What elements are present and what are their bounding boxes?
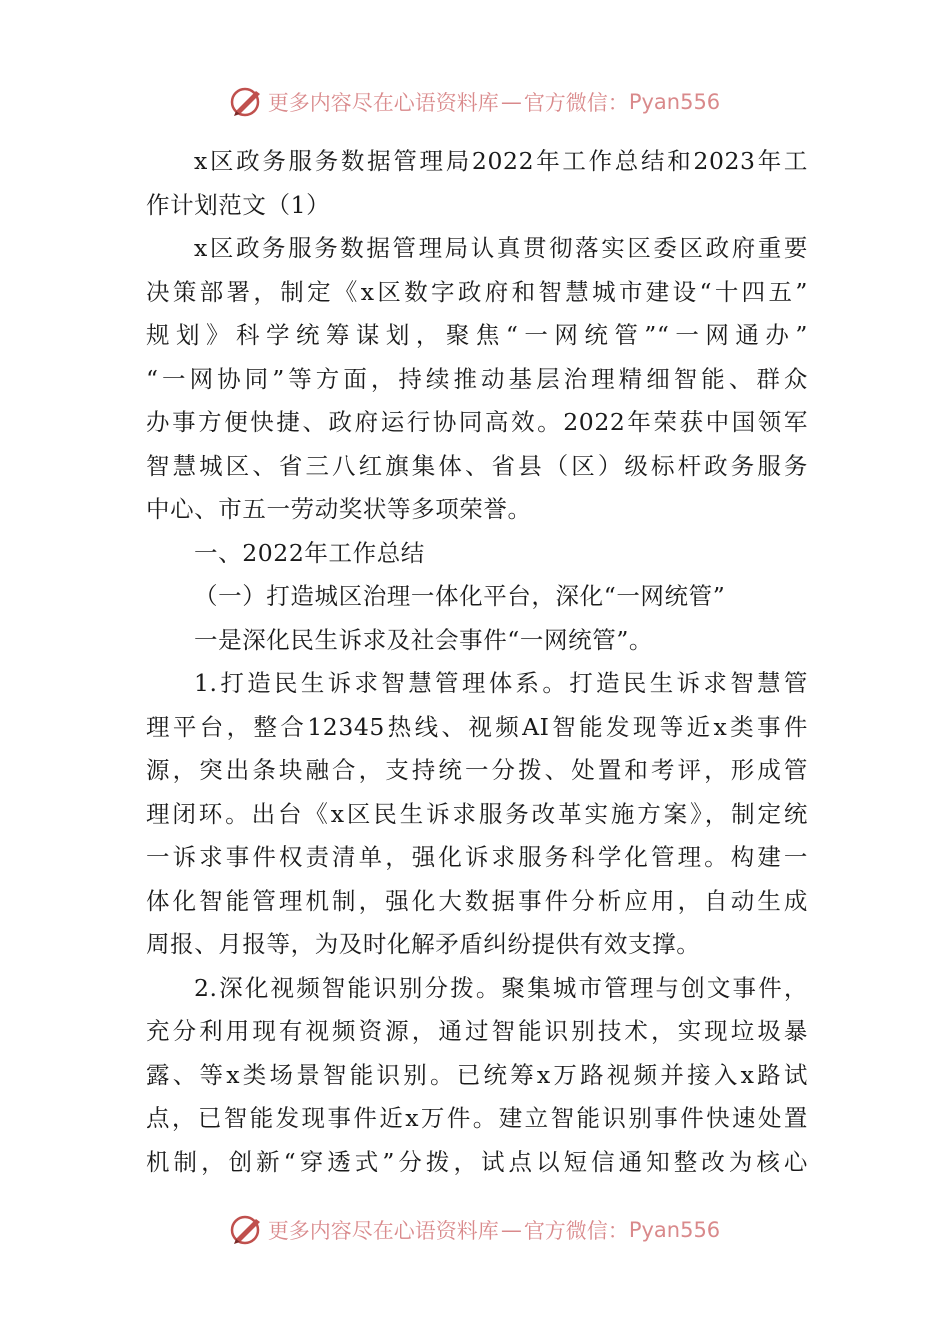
paragraph-line: 中心、市五一劳动奖状等多项荣誉。 — [146, 495, 532, 523]
paragraph-line: 决策部署，制定《x区数字政府和智慧城市建设“十四五” — [146, 277, 808, 306]
paragraph-line: 体化智能管理机制，强化大数据事件分析应用，自动生成 — [146, 886, 808, 915]
paragraph-line: 理平台，整合12345热线、视频AI智能发现等近x类事件 — [146, 712, 808, 741]
paragraph-line: x区政务服务数据管理局认真贯彻落实区委区政府重要 — [194, 234, 808, 262]
pen-logo-icon — [230, 1213, 264, 1247]
paragraph-line: 点，已智能发现事件近x万件。建立智能识别事件快速处置 — [146, 1104, 808, 1132]
paragraph-line: 一诉求事件权责清单，强化诉求服务科学化管理。构建一 — [146, 843, 808, 871]
banner-wechat-label: 官方微信： — [523, 91, 629, 115]
banner-separator: — — [500, 1218, 522, 1242]
paragraph-line: 一是深化民生诉求及社会事件“一网统管”。 — [194, 625, 654, 654]
paragraph-line: 智慧城区、省三八红旗集体、省县（区）级标杆政务服务 — [146, 451, 808, 480]
paragraph-line: 1.打造民生诉求智慧管理体系。打造民生诉求智慧管 — [194, 669, 808, 697]
header-watermark-banner — [0, 84, 950, 120]
banner-wechat-id: Pyan556 — [628, 1218, 721, 1242]
pen-logo-icon — [230, 85, 264, 119]
banner-text: 更多内容尽在心语资料库 — [267, 1219, 499, 1243]
footer-watermark-banner — [0, 1212, 950, 1248]
paragraph-line: 机制，创新“穿透式”分拨，试点以短信通知整改为核心 — [146, 1147, 808, 1176]
banner-separator: — — [500, 90, 522, 114]
paragraph-line: 露、等x类场景智能识别。已统筹x万路视频并接入x路试 — [146, 1060, 808, 1089]
doc-title-line-2: 作计划范文（1） — [146, 190, 331, 219]
document-body — [146, 140, 808, 1184]
banner-text: 更多内容尽在心语资料库 — [267, 91, 499, 115]
banner-wechat-id: Pyan556 — [628, 90, 721, 114]
doc-title-line-1: x区政务服务数据管理局2022年工作总结和2023年工 — [194, 147, 808, 175]
paragraph-line: 周报、月报等，为及时化解矛盾纠纷提供有效支撑。 — [146, 930, 701, 958]
subsection-heading: （一）打造城区治理一体化平台，深化“一网统管” — [194, 582, 726, 610]
paragraph-line: 充分利用现有视频资源，通过智能识别技术，实现垃圾暴 — [146, 1017, 808, 1045]
paragraph-line: 规划》科学统筹谋划，聚焦“一网统管”“一网通办” — [146, 321, 808, 349]
paragraph-line: “一网协同”等方面，持续推动基层治理精细智能、群众 — [146, 364, 808, 393]
paragraph-line: 办事方便快捷、政府运行协同高效。2022年荣获中国领军 — [146, 408, 808, 436]
paragraph-line: 理闭环。出台《x区民生诉求服务改革实施方案》，制定统 — [146, 799, 808, 828]
paragraph-line: 源，突出条块融合，支持统一分拨、处置和考评，形成管 — [146, 756, 808, 784]
banner-wechat-label: 官方微信： — [523, 1219, 629, 1243]
paragraph-line: 2.深化视频智能识别分拨。聚集城市管理与创文事件， — [194, 973, 808, 1002]
section-heading: 一、2022年工作总结 — [194, 538, 425, 567]
